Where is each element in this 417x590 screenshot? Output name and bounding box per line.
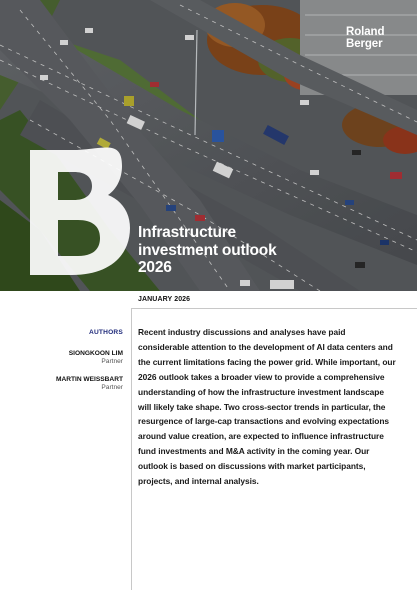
vertical-divider (131, 308, 132, 590)
title-line-1: Infrastructure (138, 224, 236, 241)
authors-heading: AUTHORS (88, 329, 123, 336)
report-title (138, 224, 338, 277)
brand-line-1: Roland (346, 26, 385, 38)
roland-berger-logo (346, 26, 384, 50)
brand-line-2: Berger (346, 38, 383, 50)
author-name: MARTIN WEISSBART (55, 376, 123, 383)
title-line-2: investment outlook (138, 241, 277, 259)
author-name: SIONGKOON LIM (68, 350, 123, 357)
author-role: Partner (101, 358, 123, 365)
authors-section (56, 329, 123, 402)
author-entry (56, 376, 123, 391)
author-role: Partner (101, 384, 123, 391)
title-line-3: 2026 (138, 259, 172, 276)
author-entry (56, 350, 123, 365)
publication-date: JANUARY 2026 (138, 296, 191, 303)
horizontal-divider (132, 308, 417, 309)
intro-paragraph: Recent industry discussions and analyses have paid considerable attention to the development of AI data centers and the current limitations facing the power grid. While important, our 2026 outlook takes a broader view to provide a comprehensive understanding of how the infrastructure investment landscape will likely take shape. Two cross-sector trends in particular, the resurgence of large-cap transactions and evolving expectations around value creation, are expected to influence infrastructure fund investments and M&A activity in the coming year. Our outlook is based on discussions with market participants, projects, and internal analysis. (138, 327, 396, 487)
